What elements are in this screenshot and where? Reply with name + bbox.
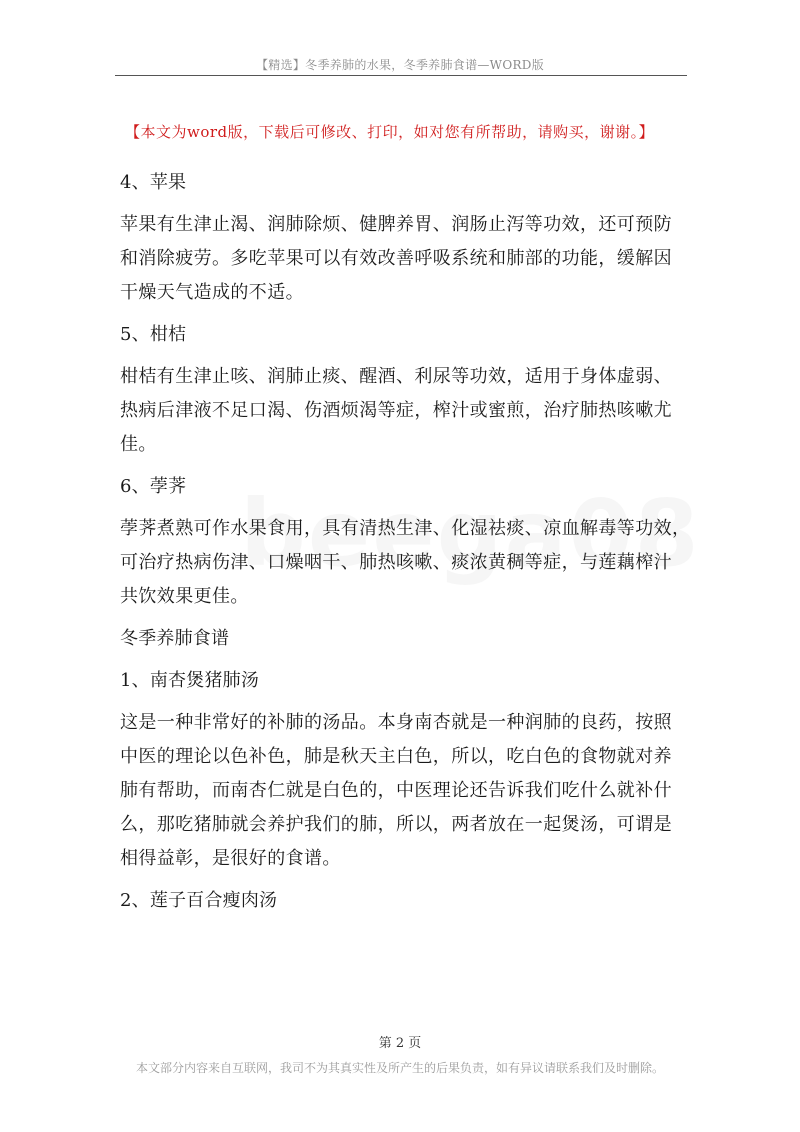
paragraph-line: 和消除疲劳。多吃苹果可以有效改善呼吸系统和肺部的功能，缓解因 — [120, 248, 672, 269]
paragraph-line: 柑桔有生津止咳、润肺止痰、醒酒、利尿等功效，适用于身体虚弱、 — [120, 366, 672, 387]
section-paragraph — [120, 360, 690, 462]
page-number: 第 2 页 — [378, 1036, 422, 1051]
paragraph-line: 可治疗热病伤津、口燥咽干、肺热咳嗽、痰浓黄稠等症，与莲藕榨汁 — [120, 552, 672, 573]
section-heading: 4、苹果 — [120, 172, 187, 193]
section-paragraph — [120, 208, 690, 310]
header-title: 【精选】冬季养肺的水果，冬季养肺食谱—WORD版 — [255, 58, 545, 72]
header-divider — [115, 75, 687, 76]
paragraph-line: 荸荠煮熟可作水果食用，具有清热生津、化湿祛痰、凉血解毒等功效， — [120, 518, 691, 539]
section-heading: 冬季养肺食谱 — [120, 628, 230, 649]
section-paragraph — [120, 706, 690, 876]
section-heading: 5、柑桔 — [120, 324, 187, 345]
section-heading: 1、南杏煲猪肺汤 — [120, 670, 260, 691]
paragraph-line: 肺有帮助，而南杏仁就是白色的，中医理论还告诉我们吃什么就补什 — [120, 780, 672, 801]
paragraph-line: 中医的理论以色补色，肺是秋天主白色，所以，吃白色的食物就对养 — [120, 746, 672, 767]
purchase-notice: 【本文为word版，下载后可修改、打印，如对您有所帮助，请购买，谢谢。】 — [125, 123, 655, 141]
document-body — [120, 166, 690, 926]
paragraph-line: 佳。 — [120, 434, 157, 455]
section-heading: 6、荸荠 — [120, 476, 187, 497]
paragraph-line: 热病后津液不足口渴、伤酒烦渴等症，榨汁或蜜煎，治疗肺热咳嗽尤 — [120, 400, 672, 421]
paragraph-line: 共饮效果更佳。 — [120, 586, 249, 607]
section-paragraph — [120, 512, 690, 614]
paragraph-line: 干燥天气造成的不适。 — [120, 282, 304, 303]
paragraph-line: 这是一种非常好的补肺的汤品。本身南杏就是一种润肺的良药，按照 — [120, 712, 672, 733]
footer-disclaimer: 本文部分内容来自互联网，我司不为其真实性及所产生的后果负责，如有异议请联系我们及时删除。 — [135, 1061, 664, 1075]
paragraph-line: 么，那吃猪肺就会养护我们的肺，所以，两者放在一起煲汤，可谓是 — [120, 814, 672, 835]
paragraph-line: 苹果有生津止渴、润肺除烦、健脾养胃、润肠止泻等功效，还可预防 — [120, 214, 672, 235]
paragraph-line: 相得益彰，是很好的食谱。 — [120, 848, 341, 869]
section-heading: 2、莲子百合瘦肉汤 — [120, 890, 278, 911]
